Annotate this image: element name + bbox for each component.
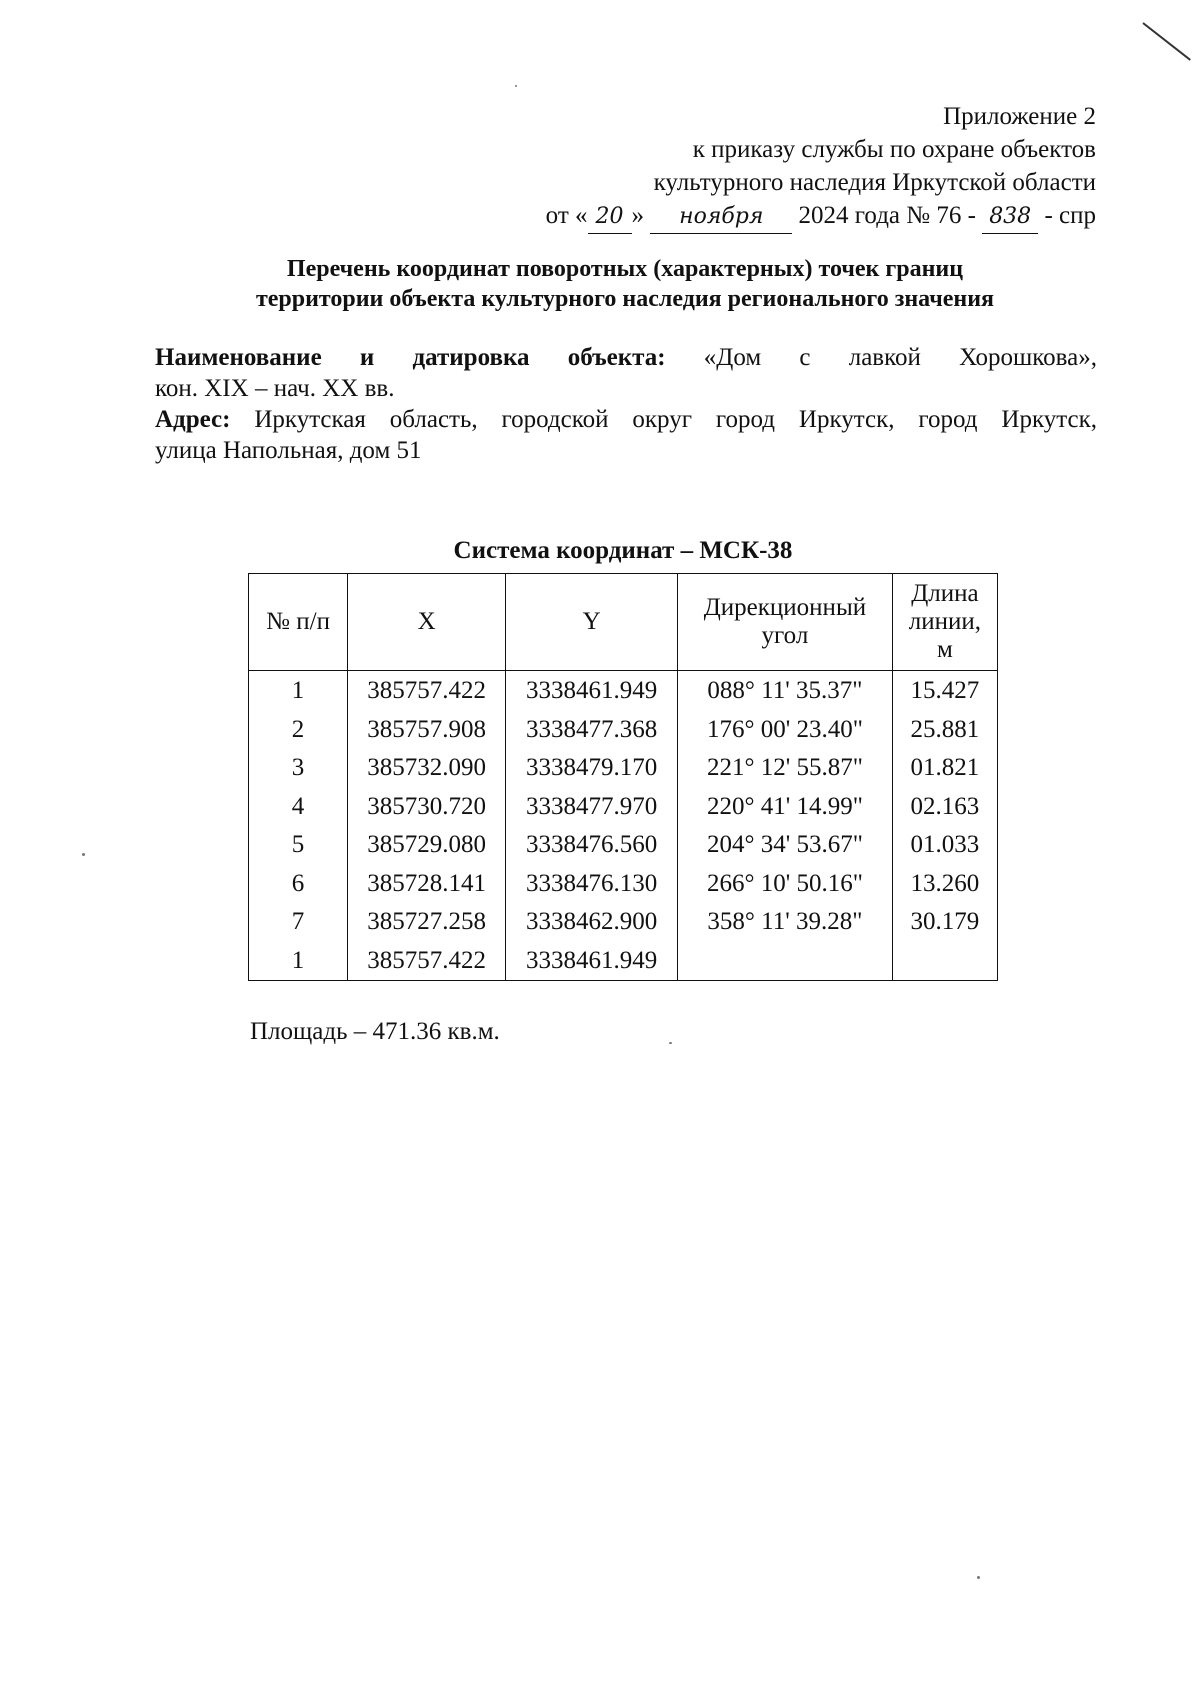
direction-angle-column [678, 671, 893, 981]
point-number-cell: 1 [291, 677, 305, 704]
header-x: X [348, 574, 506, 671]
scan-corner-mark [1142, 22, 1191, 61]
x-coordinate-column [348, 671, 506, 981]
area-value: Площадь – 471.36 кв.м. [250, 1018, 500, 1045]
order-reference-line2: культурного наследия Иркутской области [653, 169, 1096, 196]
order-day-handwritten: 20 [588, 200, 632, 234]
y-coordinate-column [506, 671, 678, 981]
direction-angle-cell: 266° 10' 50.16" [706, 869, 863, 897]
direction-angle-cell: 220° 41' 14.99" [706, 792, 863, 820]
order-number-handwritten: 838 [982, 200, 1038, 234]
line-length-cell: 15.427 [910, 677, 980, 704]
x-coordinate-cell: 385728.141 [367, 869, 486, 897]
line-length-cell: 25.881 [910, 715, 980, 743]
header-length-word2: линии, [908, 608, 982, 635]
object-name-line [155, 342, 1097, 373]
y-coordinate-cell: 3338477.970 [525, 792, 658, 820]
coordinates-table [248, 573, 998, 981]
table-body-row [249, 671, 998, 981]
y-coordinate-cell: 3338476.560 [525, 831, 658, 858]
point-number-cell: 3 [291, 754, 305, 781]
object-name-value: «Дом с лавкой Хорошкова», [703, 344, 1097, 371]
header-y: Y [506, 574, 678, 671]
document-title-line1: Перечень координат поворотных (характерных) точек границ [286, 256, 964, 282]
x-coordinate-cell: 385757.908 [367, 715, 486, 743]
header-point-number: № п/п [249, 574, 348, 671]
order-date-prefix: от « [545, 202, 588, 229]
x-coordinate-cell: 385757.422 [367, 677, 486, 704]
point-number-cell: 5 [291, 831, 305, 858]
order-day-close: » [631, 202, 645, 229]
point-number-cell: 6 [291, 869, 305, 897]
header-angle-word2: угол [761, 622, 809, 649]
y-coordinate-cell: 3338462.900 [525, 908, 658, 935]
header-length-unit: м [936, 636, 953, 663]
scan-speck [515, 85, 517, 87]
object-address-line [155, 404, 1097, 435]
point-number-cell: 7 [291, 908, 305, 935]
object-address-label: Адрес: [155, 406, 231, 433]
document-title-line2: территории объекта культурного наследия регионального значения [255, 286, 995, 312]
table-header-row [249, 574, 998, 671]
object-info [155, 342, 1097, 466]
direction-angle-cell: 176° 00' 23.40" [706, 715, 863, 743]
direction-angle-cell: 204° 34' 53.67" [706, 831, 863, 858]
object-address-street: улица Напольная, дом 51 [155, 437, 422, 464]
object-dating: кон. XIX – нач. XX вв. [155, 375, 395, 402]
order-date-number [546, 199, 1096, 234]
document-title [155, 254, 1095, 314]
y-coordinate-cell: 3338476.130 [525, 869, 658, 897]
x-coordinate-cell: 385729.080 [367, 831, 486, 858]
object-address-value: Иркутская область, городской округ город Иркутск, город Иркутск, [254, 406, 1097, 433]
table-caption: Система координат – МСК-38 [453, 537, 793, 564]
header-direction-angle [678, 574, 893, 671]
appendix-header [546, 100, 1096, 234]
order-year-text: 2024 года № 76 - [798, 202, 976, 229]
y-coordinate-cell: 3338461.949 [525, 946, 658, 974]
direction-angle-cell: 358° 11' 39.28" [707, 908, 863, 935]
scan-speck [669, 1042, 672, 1044]
x-coordinate-cell: 385730.720 [367, 792, 486, 820]
line-length-cell: 13.260 [910, 869, 980, 897]
point-number-cell: 2 [291, 715, 305, 743]
order-month-handwritten: ноября [650, 200, 792, 234]
appendix-number: Приложение 2 [943, 103, 1096, 130]
point-number-cell: 4 [291, 792, 305, 820]
direction-angle-cell: 088° 11' 35.37" [707, 677, 863, 704]
line-length-cell: 02.163 [910, 792, 980, 820]
line-length-cell: 01.033 [910, 831, 980, 858]
x-coordinate-cell: 385727.258 [367, 908, 486, 935]
scan-speck [977, 1576, 980, 1579]
x-coordinate-cell: 385732.090 [367, 754, 486, 781]
order-reference-line1: к приказу службы по охране объектов [692, 136, 1096, 163]
y-coordinate-cell: 3338477.368 [525, 715, 658, 743]
line-length-cell: 30.179 [910, 908, 980, 935]
header-line-length [892, 574, 997, 671]
point-number-column [249, 671, 348, 981]
direction-angle-cell: 221° 12' 55.87" [706, 754, 863, 781]
order-suffix: - спр [1044, 202, 1096, 229]
line-length-column [892, 671, 997, 981]
point-number-cell: 1 [291, 946, 305, 974]
object-name-label: Наименование и датировка объекта: [155, 344, 666, 371]
line-length-cell: 01.821 [910, 754, 980, 781]
y-coordinate-cell: 3338479.170 [525, 754, 658, 781]
scan-speck [82, 853, 85, 856]
header-angle-word1: Дирекционный [703, 594, 867, 621]
header-length-word1: Длина [911, 580, 979, 607]
x-coordinate-cell: 385757.422 [367, 946, 486, 974]
y-coordinate-cell: 3338461.949 [525, 677, 658, 704]
